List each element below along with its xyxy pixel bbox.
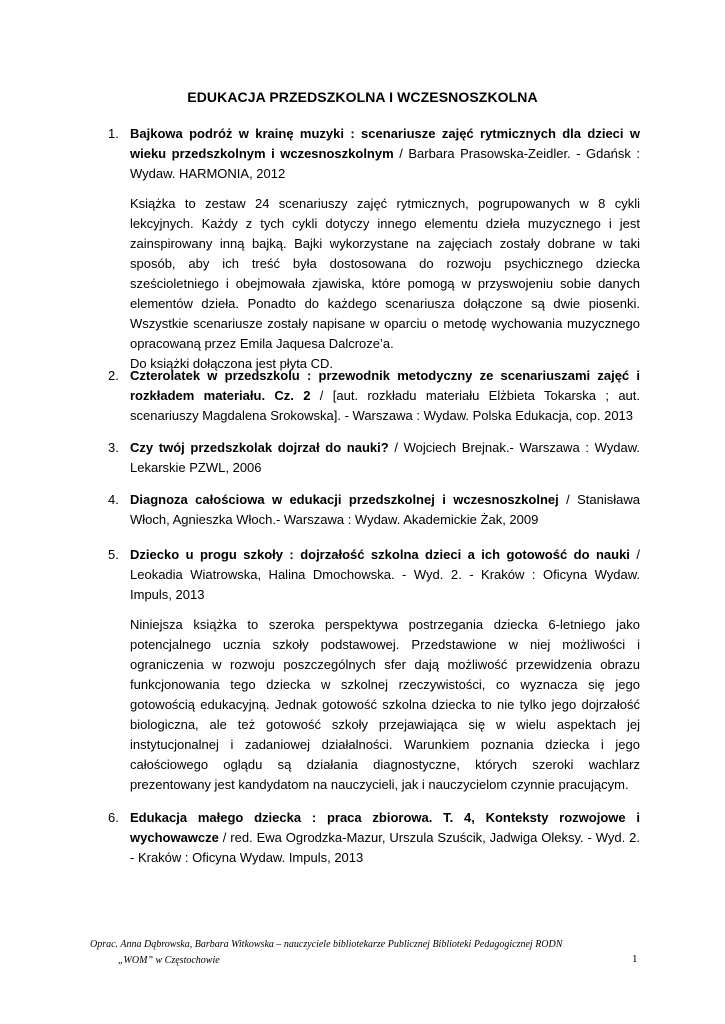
entry-title: Bajkowa podróż w krainę muzyki : scenariusze zajęć rytmicznych dla dzieci w wieku przedszkolnym i wczesnoszkolnym: [130, 126, 640, 161]
entry-title: Dziecko u progu szkoły : dojrzałość szkolna dzieci a ich gotowość do nauki: [130, 547, 630, 562]
footer-line-1: Oprac. Anna Dąbrowska, Barbara Witkowska – nauczyciele bibliotekarze Publicznej Biblioteki Pedagogicznej RODN: [90, 939, 563, 950]
entry-number: 5.: [108, 547, 119, 562]
entry-title: Edukacja małego dziecka : praca zbiorowa. T. 4, Konteksty rozwojowe i wychowawcze: [130, 810, 640, 845]
entry-title: Czy twój przedszkolak dojrzał do nauki?: [130, 440, 389, 455]
entry-number: 2.: [108, 368, 119, 383]
entry-citation: [130, 490, 640, 530]
entry-details: / red. Ewa Ogrodzka-Mazur, Urszula Szuścik, Jadwiga Oleksy. - Wyd. 2. - Kraków : Oficyna Wydaw. Impuls, 2013: [130, 830, 640, 865]
list-item: [108, 545, 640, 795]
list-item: [108, 490, 640, 530]
footer-line-2: „WOM” w Częstochowie: [118, 955, 220, 966]
page-footer: [90, 937, 650, 969]
entry-details: / [aut. rozkładu materiału Elżbieta Tokarska ; aut. scenariuszy Magdalena Srokowska]. - Warszawa : Wydaw. Polska Edukacja, cop. 2013: [130, 388, 641, 423]
list-item: [108, 438, 640, 478]
entry-note: Do książki dołączona jest płyta CD.: [130, 356, 334, 371]
entry-citation: [130, 438, 640, 478]
entry-citation: [130, 366, 640, 426]
entry-description: Książka to zestaw 24 scenariuszy zajęć rytmicznych, pogrupowanych w 8 cykli lekcyjnych. Każdy z tych cykli dotyczy innego elementu dzieła muzycznego i jest zainspirowany inną bajką. Bajki wykorzystane na zajęciach zostały dobrane w taki sposób, aby ich treść była dostosowana do rozwoju psychicznego dziecka sześcioletniego i obejmowała zjawiska, które pomogą w przyswojeniu sobie danych elementów dzieła. Ponadto do każdego scenariusza dołączone są dwie piosenki. Wszystkie scenariusze zostały napisane w oparciu o metodę wychowania muzycznego opracowaną przez Emila Jaquesa Dalcroze’a.: [130, 196, 640, 351]
entry-details: / Barbara Prasowska-Zeidler. - Gdańsk : Wydaw. HARMONIA, 2012: [130, 146, 640, 181]
entry-details: / Stanisława Włoch, Agnieszka Włoch.- Warszawa : Wydaw. Akademickie Żak, 2009: [130, 492, 641, 527]
entry-citation: [130, 124, 640, 184]
entry-description: Niniejsza książka to szeroka perspektywa postrzegania dziecka 6-letniego jako potencjalnego ucznia szkoły podstawowej. Przedstawione w niej możliwości i ograniczenia w rozwoju poszczególnych sfer dają możliwość przewidzenia obrazu funkcjonowania tego dziecka w szkolnej rzeczywistości, co wyznacza się jego gotowością edukacyjną. Jednak gotowość szkolna dziecka to nie tylko jego dojrzałość biologiczna, ale też gotowość szkoły przejawiająca się w wielu aspektach jej instytucjonalnej i zadaniowej działalności. Warunkiem poznania dziecka i jego całościowego oglądu są działania diagnostyczne, których szeroki wachlarz prezentowany jest kandydatom na nauczycieli, jak i nauczycielom czynnie pracującym.: [130, 617, 640, 792]
entry-number: 6.: [108, 810, 119, 825]
list-item: [108, 366, 640, 426]
entry-number: 4.: [108, 492, 119, 507]
entry-title: Diagnoza całościowa w edukacji przedszkolnej i wczesnoszkolnej: [130, 492, 559, 507]
entry-title: Czterolatek w przedszkolu : przewodnik metodyczny ze scenariuszami zajęć i rozkładem materiału. Cz. 2: [130, 368, 640, 403]
entry-details: / Wojciech Brejnak.- Warszawa : Wydaw. Lekarskie PZWL, 2006: [130, 440, 640, 475]
entry-number: 3.: [108, 440, 119, 455]
list-item: [108, 808, 640, 868]
entry-number: 1.: [108, 126, 119, 141]
entry-details: / Leokadia Wiatrowska, Halina Dmochowska. - Wyd. 2. - Kraków : Oficyna Wydaw. Impuls, 2013: [130, 547, 640, 602]
page-title: EDUKACJA PRZEDSZKOLNA I WCZESNOSZKOLNA: [187, 89, 538, 105]
page-number: 1: [632, 953, 638, 965]
entry-citation: [130, 545, 640, 605]
entry-citation: [130, 808, 640, 868]
list-item: [108, 124, 640, 374]
